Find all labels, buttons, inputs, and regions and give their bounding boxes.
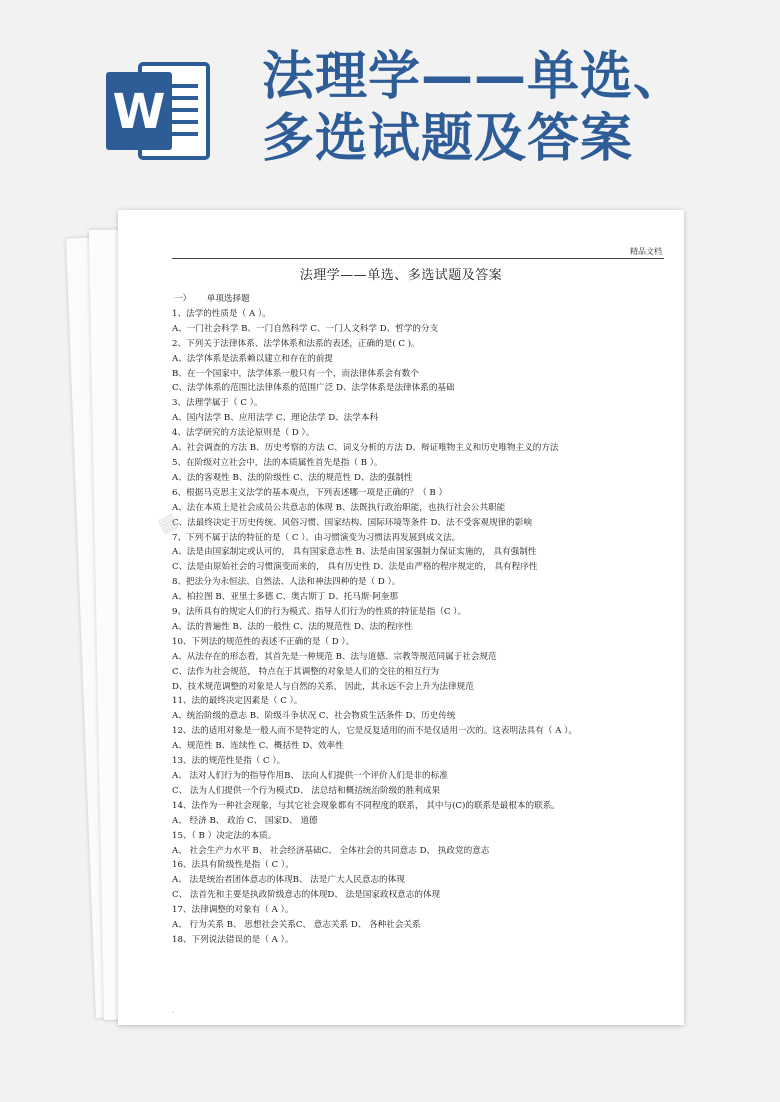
document-line: 11、法的最终决定因素是（ C ）。 xyxy=(172,696,303,707)
document-line: 3、法理学属于（ C ）。 xyxy=(172,398,263,409)
document-line: 13、法的规范性是指（ C ）。 xyxy=(172,756,286,767)
document-line: A、规范性 B、连续性 C、概括性 D、效率性 xyxy=(172,741,344,752)
document-line: A、 行为关系 B、 思想社会关系C、 意志关系 D、 各种社会关系 xyxy=(172,920,421,931)
header-divider xyxy=(172,258,664,259)
document-page xyxy=(118,210,684,1025)
section-number: 一） xyxy=(174,294,192,304)
document-line: A、法是由国家制定或认可的， 具有国家意志性 B、法是由国家强制力保证实施的， 具有强制性 xyxy=(172,547,537,558)
document-line: C、法作为社会规范， 特点在于其调整的对象是人们的交往的相互行为 xyxy=(172,666,440,677)
document-line: 1、法学的性质是（ A ）。 xyxy=(172,308,271,319)
document-line: A、法的客观性 B、法的阶级性 C、法的规范性 D、法的强制性 xyxy=(172,472,413,483)
document-line: C、法学体系的范围比法律体系的范围广泛 D、法学体系是法律体系的基础 xyxy=(172,383,455,394)
banner-title xyxy=(262,46,772,170)
banner-title-line2: 多选试题及答案 xyxy=(262,109,634,169)
document-line: C、法是由原始社会的习惯演变而来的， 具有历史性 D、法是由严格的程序规定的， 具有程序性 xyxy=(172,562,538,573)
document-line: D、技术规范调整的对象是人与自然的关系， 因此，其永远不会上升为法律规范 xyxy=(172,681,474,692)
document-line: A、国内法学 B、应用法学 C、理论法学 D、法学本科 xyxy=(172,413,379,424)
document-line: A、统治阶级的意志 B、阶级斗争状况 C、社会物质生活条件 D、历史传统 xyxy=(172,711,456,722)
document-line: 7、下列不属于法的特征的是（ C ）。由习惯演变为习惯法再发展到成文法。 xyxy=(172,532,461,543)
document-line: C、 法为人们提供一个行为模式D、 法总结和概括统治阶级的胜利成果 xyxy=(172,785,441,796)
document-line: 10、下列法的规范性的表述不正确的是（ D ）。 xyxy=(172,636,355,647)
document-line: 8、把法分为永恒法、自然法、人法和神法四种的是（ D ）。 xyxy=(172,577,401,588)
word-icon-letter: W xyxy=(112,84,166,140)
document-line: 4、法学研究的方法论原则是（ D ）。 xyxy=(172,428,315,439)
document-title: 法理学——单选、多选试题及答案 xyxy=(299,268,503,283)
document-line: A、 经济 B、 政治 C、 国家D、 道德 xyxy=(172,815,318,826)
page-mark: . xyxy=(172,1008,174,1015)
banner-title-line1: 法理学——单选、 xyxy=(262,47,687,107)
document-line: A、社会调查的方法 B、历史考察的方法 C、词义分析的方法 D、辩证唯物主义和历史唯物主义的方法 xyxy=(172,443,559,454)
document-line: 18、下列说法错误的是（ A ）。 xyxy=(172,934,294,945)
document-line: 5、在阶级对立社会中，法的本质属性首先是指（ B ）。 xyxy=(172,457,383,468)
document-line: C、法最终决定于历史传统、风俗习惯、国家结构、国际环境等条件 D、法不受客观规律的影响 xyxy=(172,517,532,528)
document-line: 2、下列关于法律体系、法学体系和法系的表述，正确的是( C )。 xyxy=(172,338,420,349)
watermark: ▦ xyxy=(153,506,184,538)
document-line: A、一门社会科学 B、一门自然科学 C、一门人文科学 D、哲学的分支 xyxy=(172,323,439,334)
document-line: A、 社会生产力水平 B、 社会经济基础C、 全体社会的共同意志 D、 执政党的意志 xyxy=(172,845,490,856)
document-line: 9、法所具有的规定人们的行为模式、指导人们行为的性质的特征是指（C ）。 xyxy=(172,607,467,618)
document-body xyxy=(172,292,672,948)
document-line: B、在一个国家中，法学体系一般只有一个，而法律体系会有数个 xyxy=(172,368,419,379)
document-line: 16、法具有阶级性是指（ C ）。 xyxy=(172,860,294,871)
document-line: A、法学体系是法系赖以建立和存在的前提 xyxy=(172,353,333,364)
document-line: 17、法律调整的对象有（ A ）。 xyxy=(172,905,294,916)
document-line: A、从法存在的形态看，其首先是一种规范 B、法与道德、宗教等规范同属于社会规范 xyxy=(172,651,497,662)
document-line: 6、根据马克思主义法学的基本观点，下列表述哪一项是正确的？（ B ） xyxy=(172,487,448,498)
document-header-tag: 精品文档 xyxy=(630,247,662,256)
section-heading xyxy=(172,292,672,307)
document-line: A、 法对人们行为的指导作用B、 法向人们提供一个评价人们是非的标准 xyxy=(172,771,448,781)
document-line: 12、法的适用对象是一般人而不是特定的人，它是反复适用的而不是仅适用一次的。这表明法具有（ A ）。 xyxy=(172,726,578,737)
document-line: 15、（ B ）决定法的本质。 xyxy=(172,830,277,841)
section-label: 单项选择题 xyxy=(206,294,250,304)
document-line: A、法在本质上是社会成员公共意志的体现 B、法既执行政治职能，也执行社会公共职能 xyxy=(172,502,506,513)
document-line: A、 法是统治者团体意志的体现B、 法是广大人民意志的体现 xyxy=(172,875,405,886)
document-line: C、 法首先和主要是执政阶级意志的体现D、 法是国家政权意志的体现 xyxy=(172,890,441,901)
document-line: A、法的普遍性 B、法的一般性 C、法的规范性 D、法的程序性 xyxy=(172,621,413,632)
document-line: A、柏拉图 B、亚里士多德 C、奥古斯丁 D、托马斯·阿奎那 xyxy=(172,592,398,603)
document-line: 14、法作为一种社会现象，与其它社会现象都有不同程度的联系， 其中与(C)的联系是最根本的联系。 xyxy=(172,800,560,811)
word-document-icon xyxy=(104,56,212,166)
